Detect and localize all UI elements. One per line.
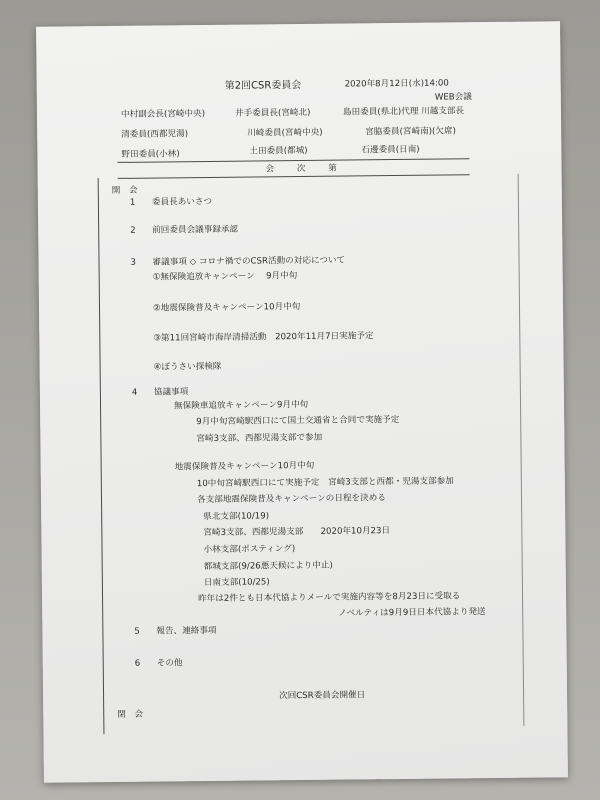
discussion-line: 10中旬宮崎駅西口にて実施予定 宮崎3支部と西都・児湯支部参加 [196, 476, 454, 490]
document-title: 第2回CSR委員会 [224, 79, 302, 92]
agenda-item: 報告、連絡事項 [156, 625, 217, 637]
branch-schedule: 都城支部(9/26悪天候により中止) [203, 560, 333, 573]
document-sheet [36, 21, 568, 782]
branch-schedule: 小林支部(ポスティング) [203, 544, 296, 556]
branch-schedule: 宮崎3支部、西都児湯支部 2020年10月23日 [203, 526, 391, 539]
attendee: 土田委員(都城) [249, 145, 308, 157]
agenda-item: 協議事項 [153, 387, 189, 398]
discussion-line: 宮崎3支部、西都児湯支部で参加 [196, 432, 323, 445]
attendee: 清委員(西都児湯) [121, 129, 189, 140]
attendee: 島田委員(県北)代理 川越支部長 [342, 106, 465, 118]
open-label: 開 会 [111, 185, 138, 196]
attendee: 野田委員(小林) [121, 149, 180, 160]
branch-schedule: 県北支部(10/19) [203, 511, 270, 523]
frame-left [98, 178, 105, 734]
agenda-item: 審議事項 ◇ コロナ禍でのCSR活動の対応について [152, 255, 346, 268]
agenda-header: 会 次 第 [265, 163, 347, 175]
discussion-line: 各支部地震保険普及キャンペーンの日程を決める [196, 493, 386, 506]
agenda-item: 前回委員会議事録承認 [152, 224, 239, 236]
attendee: 井手委員長(宮崎北) [234, 107, 311, 119]
item-number: 2 [130, 225, 136, 236]
sub-item: ③第11回宮崎市海岸清掃活動 2020年11月7日実施予定 [153, 331, 374, 344]
discussion-line: 昨年は2件とも日本代協よりメールで実施内容等を8月23日に受取る [198, 591, 461, 605]
item-number: 4 [131, 387, 138, 398]
discussion-line: 9月中旬宮崎駅西口にて国土交通省と合同で実施予定 [196, 414, 400, 428]
discussion-line: ノベルティは9月9日日本代協より発送 [338, 607, 486, 619]
item-number: 3 [130, 257, 137, 268]
attendee: 宮脇委員(宮崎南)(欠席) [365, 126, 456, 138]
meeting-format: WEB会議 [434, 92, 472, 103]
close-label: 閉 会 [117, 709, 144, 720]
sub-item: ④ぼうさい探検隊 [153, 361, 222, 373]
attendee: 中村副会長(宮崎中央) [120, 108, 206, 120]
discussion-line: 無保険車追放キャンペーン9月中旬 [173, 399, 309, 412]
attendee: 石邊委員(日南) [361, 144, 420, 156]
discussion-line: 地震保険普及キャンペーン10月中旬 [174, 460, 315, 473]
agenda-item: 委員長あいさつ [151, 196, 213, 208]
frame-right [518, 174, 525, 726]
meeting-datetime: 2020年8月12日(水)14:00 [344, 78, 449, 90]
sub-item: ①無保険追放キャンペーン 9月中旬 [152, 271, 298, 283]
branch-schedule: 日南支部(10/25) [203, 577, 270, 589]
item-number: 1 [129, 197, 136, 208]
sub-item: ②地震保険普及キャンペーン10月中旬 [152, 302, 301, 314]
attendee: 川崎委員(宮崎中央) [247, 127, 323, 139]
next-meeting: 次回CSR委員会開催日 [279, 690, 366, 702]
item-number: 5 [134, 626, 140, 637]
agenda-item: その他 [156, 658, 183, 669]
item-number: 6 [134, 658, 141, 669]
